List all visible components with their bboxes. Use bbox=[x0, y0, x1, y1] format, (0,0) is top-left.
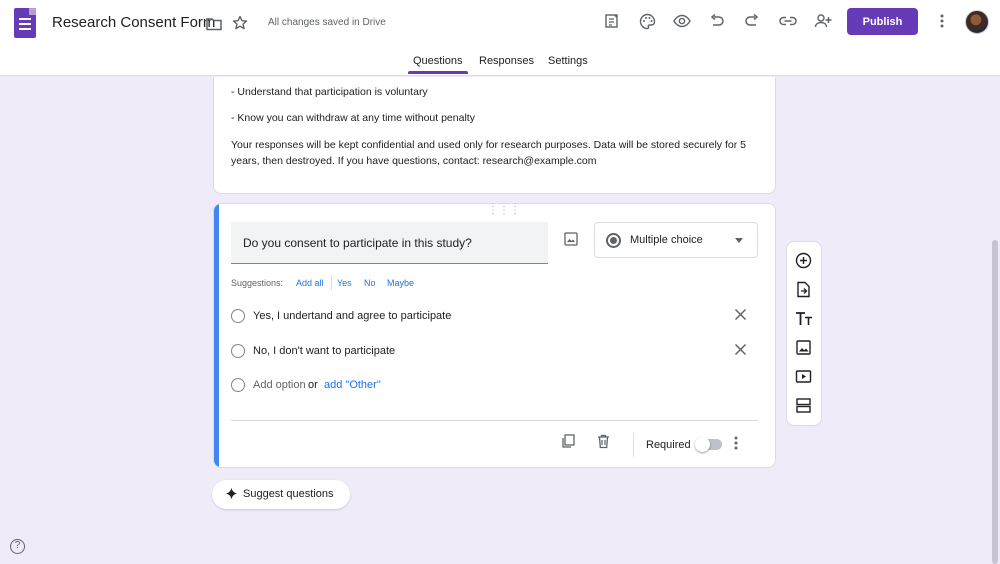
radio-button-icon bbox=[606, 233, 621, 248]
required-toggle[interactable] bbox=[697, 439, 722, 450]
form-description-card[interactable] bbox=[213, 77, 776, 194]
add-video-icon[interactable] bbox=[795, 368, 812, 390]
question-card[interactable] bbox=[213, 203, 776, 468]
help-icon[interactable]: ? bbox=[10, 539, 25, 554]
close-icon[interactable] bbox=[734, 308, 747, 326]
add-section-icon[interactable] bbox=[795, 397, 812, 419]
more-vert-icon[interactable] bbox=[933, 11, 951, 31]
question-footer-divider bbox=[231, 420, 758, 421]
close-icon[interactable] bbox=[734, 343, 747, 361]
scrollbar[interactable] bbox=[992, 240, 998, 564]
folder-icon[interactable] bbox=[204, 14, 224, 34]
tab-settings[interactable]: Settings bbox=[548, 55, 588, 67]
tab-questions[interactable]: Questions bbox=[413, 55, 463, 67]
star-icon[interactable] bbox=[230, 13, 250, 33]
answer-option[interactable] bbox=[231, 343, 761, 361]
app-header bbox=[0, 0, 1000, 76]
option-label-input[interactable]: No, I don't want to participate bbox=[253, 345, 396, 357]
publish-button[interactable]: Publish bbox=[847, 8, 918, 35]
add-option-input[interactable]: Add option bbox=[253, 379, 306, 391]
delete-icon[interactable] bbox=[597, 434, 610, 454]
suggestions-label: Suggestions: bbox=[231, 278, 284, 288]
tab-bar bbox=[0, 55, 1000, 75]
add-collaborator-icon[interactable] bbox=[812, 11, 834, 31]
more-vert-icon[interactable] bbox=[734, 436, 738, 455]
customize-icon[interactable] bbox=[602, 11, 622, 31]
chevron-down-icon bbox=[735, 238, 743, 243]
suggestion-maybe[interactable]: Maybe bbox=[387, 278, 415, 288]
footer-divider bbox=[633, 433, 634, 457]
suggestion-divider bbox=[331, 275, 332, 290]
add-other-button[interactable]: add "Other" bbox=[324, 379, 381, 391]
import-questions-icon[interactable] bbox=[795, 281, 812, 303]
add-question-icon[interactable] bbox=[795, 252, 812, 274]
link-icon[interactable] bbox=[777, 11, 799, 31]
option-label-input[interactable]: Yes, I undertand and agree to participate bbox=[253, 310, 452, 322]
drag-handle-icon[interactable]: ⋮⋮⋮ bbox=[488, 205, 521, 216]
preview-icon[interactable] bbox=[671, 11, 693, 31]
answer-option[interactable] bbox=[231, 308, 761, 326]
question-type-select[interactable] bbox=[594, 222, 758, 258]
description-line: - Understand that participation is voluntary bbox=[231, 86, 428, 98]
floating-toolbar bbox=[786, 241, 822, 426]
suggestion-add-all[interactable]: Add all bbox=[296, 278, 324, 288]
active-question-indicator bbox=[214, 204, 219, 467]
radio-icon bbox=[231, 344, 245, 358]
add-image-icon[interactable] bbox=[564, 232, 578, 251]
required-label: Required bbox=[646, 439, 691, 451]
avatar[interactable] bbox=[965, 10, 989, 34]
redo-icon[interactable] bbox=[742, 11, 762, 31]
suggestion-yes[interactable]: Yes bbox=[337, 278, 352, 288]
add-image-icon[interactable] bbox=[795, 339, 812, 361]
or-label: or bbox=[308, 379, 318, 391]
description-line: years, then destroyed. If you have questions, contact: research@example.com bbox=[231, 155, 597, 167]
suggestion-no[interactable]: No bbox=[364, 278, 376, 288]
description-line: Your responses will be kept confidential and used only for research purposes. Data will be stored securely for 5 bbox=[231, 139, 746, 151]
undo-icon[interactable] bbox=[707, 11, 727, 31]
radio-icon bbox=[231, 378, 245, 392]
add-option-row bbox=[214, 377, 614, 395]
add-title-description-icon[interactable] bbox=[795, 310, 813, 332]
forms-logo-icon[interactable] bbox=[14, 8, 36, 38]
active-tab-indicator bbox=[408, 71, 468, 74]
palette-icon[interactable] bbox=[637, 11, 657, 31]
sparkle-icon bbox=[225, 487, 238, 505]
question-title-input[interactable]: Do you consent to participate in this study? bbox=[231, 222, 548, 264]
radio-icon bbox=[231, 309, 245, 323]
question-type-label: Multiple choice bbox=[630, 234, 703, 246]
description-line: - Know you can withdraw at any time without penalty bbox=[231, 112, 475, 124]
tab-responses[interactable]: Responses bbox=[479, 55, 535, 67]
suggest-questions-button[interactable] bbox=[212, 480, 350, 509]
form-title[interactable]: Research Consent Form bbox=[52, 14, 216, 31]
duplicate-icon[interactable] bbox=[561, 434, 575, 454]
save-status: All changes saved in Drive bbox=[268, 17, 386, 28]
suggest-questions-label: Suggest questions bbox=[243, 488, 334, 500]
